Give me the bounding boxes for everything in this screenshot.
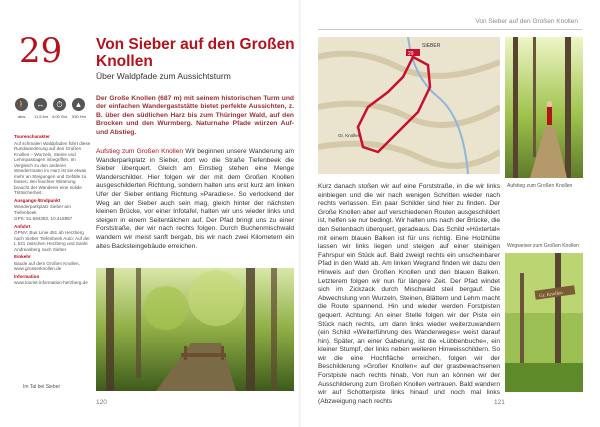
- tour-number: 29: [19, 31, 63, 71]
- caption-valley: Im Tal bei Sieber: [23, 384, 61, 390]
- running-head: Von Sieber auf den Großen Knollen: [475, 18, 578, 25]
- stat-elevation: 530 Hm: [71, 114, 86, 119]
- label-ausgang: Ausgangs-/Endpunkt: [14, 197, 61, 203]
- distance-icon: ↔: [34, 98, 47, 111]
- body-text-right: Kurz danach stoßen wir auf eine Forststraße, in die wir links einbiegen und die wir nach wenigen Schritten wieder nach rechts verlassen. Ein paar Schilder sind hier zu finden. Der Große Knollen aber auf verschiedenen Routen ausgeschildert ist, helfen sie nur bedingt. Wir halten uns nach der Brücke, die den Seitenbach überquert, geradeaus. Das Schild »Höxtertal« mit einem blauen Balken ist für uns richtig. Eine Holzhütte lassen wir links liegen und steigen auf einer steinigen Fahrspur ein Stück auf. Bald zweigt rechts ein unscheinbarer Pfad in den Wald ab. Am linken Wegrand finden wir dazu den Hinweis auf den Großen Knollen und den blauen Balken. Letzterem folgen wir nun für längere Zeit. Der Pfad windet sich im Zickzack durch Mischwald steil bergauf. Die Abwechslung von Wurzeln, Steinen, Blättern und Lehm macht die Route spannend. Hin und wieder werden Forstpisten gequert. Achtung: An einer Stelle folgen wir der Piste ein Stück nach rechts, um dann links wieder weiterzuwandern (ein Schild »Weiterführung des Wanderweges« weist darauf hin). Später, an einer Gabelung, ist die »Lübbenbuche«, ein kleiner Stumpf, der links neben weiteren Hinweisschildern. So wir die eine Hochfläche erreichen, folgen wir der Beschilderung »Großer Knollen« auf der grasbewachsenen Forstpiste nach rechts hinab. Von nun an können wir der Ausschilderung zum Großen Knollen vertrauen. Bald wandern wir auf Schotterpiste links hinauf und noch mal links (Abzweigung nach rechts: [318, 183, 500, 405]
- page-number-right: 121: [494, 399, 505, 406]
- stat-duration: 4:00 Std.: [51, 114, 68, 119]
- info-sidebar: [14, 132, 92, 287]
- tour-subtitle: Über Waldpfade zum Aussichtsturm: [96, 71, 231, 81]
- tour-stats: [14, 98, 90, 126]
- elevation-icon: ▲: [72, 98, 85, 111]
- route-map: [318, 37, 500, 174]
- text-anfahrt: ÖPNV: Bus Linie 451 ab Herzberg nach Sieber Tiefenbeek Auto: Auf der L 521 zwischen Herzberg und Sankt Andreasberg nach Sieber: [14, 230, 90, 252]
- text-information: www.tourist-information-herzberg.de: [14, 280, 88, 285]
- stat-distance: 11,5 km: [34, 114, 48, 119]
- running-head-rule: [318, 29, 582, 30]
- map-label-knollen: Gr. Knollen: [338, 133, 361, 138]
- text-tourencharakter: Auf schmalen Waldpfaden führt diese Rundwanderung auf den Großen Knollen – Wurzeln, Steine und Lehmpassagen inbegriffen. Im Vergleich zu den anderen Wanderrouten im Harz ist sie etwas mehr an Steigungen und Gefälle zu fassen. Bei feuchter Witterung braucht der Wanderer eine solide Trittsicherheit.: [14, 140, 91, 195]
- section-heading: Aufstieg zum Großen Knollen: [96, 148, 184, 155]
- lead-paragraph: Der Große Knollen (687 m) mit seinem historischen Turm und der einfachen Wandergaststätte bietet perfekte Aussichten, z. B. über den südlichen Harz bis zum Thüringer Wald, auf den Brocken und den Wurmberg. Naturnahe Pfade würzen Auf- und Abstieg.: [96, 95, 294, 136]
- walker-icon: ⏱: [53, 98, 66, 111]
- tour-title: Von Sieber auf den Großen Knollen: [96, 36, 295, 70]
- text-einkehr: Baude auf dem Großen Knollen, www.grosserknollen.de: [14, 260, 80, 271]
- label-anfahrt: Anfahrt: [14, 223, 31, 229]
- sign-text: Gr. Knollen: [539, 290, 564, 300]
- label-einkehr: Einkehr: [14, 254, 31, 259]
- map-label-sieber: SIEBER: [422, 43, 441, 49]
- text-gps: GPS: 51.694383, 10.418867: [14, 216, 73, 221]
- photo-ascent: [505, 37, 583, 178]
- label-tourencharakter: Tourencharakter: [14, 134, 50, 139]
- page-gutter: [299, 0, 301, 427]
- label-information: Information: [14, 273, 40, 279]
- photo-valley: [96, 268, 294, 391]
- stat-difficulty: abw.: [17, 114, 27, 119]
- hiker-icon: 🚶: [16, 100, 27, 109]
- photo-signpost: [505, 253, 583, 392]
- caption-ascent: Aufstieg zum Großen Knollen: [507, 183, 573, 189]
- text-ausgang: Wanderparkplatz Sieber am Tiefenbeek: [14, 204, 71, 215]
- caption-signpost: Wegweiser zum Großen Knollen: [507, 243, 579, 249]
- body-text-left: [96, 148, 294, 251]
- body-left-text: Wir beginnen unsere Wanderung am Wanderparkplatz in Sieber, dort wo die Straße Tiefenbeek die Sieber überquert. Gleich am Einstieg stehen eine Menge Wanderschilder. Hier folgen wir der mit dem Großen Knollen ausgeschilderten Richtung, sondern halten uns erst kurz am linken Ufer der Sieber entlang Richtung »Paradies«. So verlockend der Weg an der Sieber auch sein mag, gleich hinter der nächsten kleinen Brücke, vor einer Infotafel, halten wir uns wieder links und steigen in einem Seitentälchen auf. Der Pfad bringt uns zu einer Forststraße, der wir nach rechts folgen. Durch Buchenmischwald wandern wir meist sanft bergab, bis wir nach zwei Kilometern ein altes Backsteingebäude erreichen.: [96, 148, 294, 250]
- map-start-marker: 29: [408, 51, 414, 57]
- page-number-left: 120: [96, 399, 107, 406]
